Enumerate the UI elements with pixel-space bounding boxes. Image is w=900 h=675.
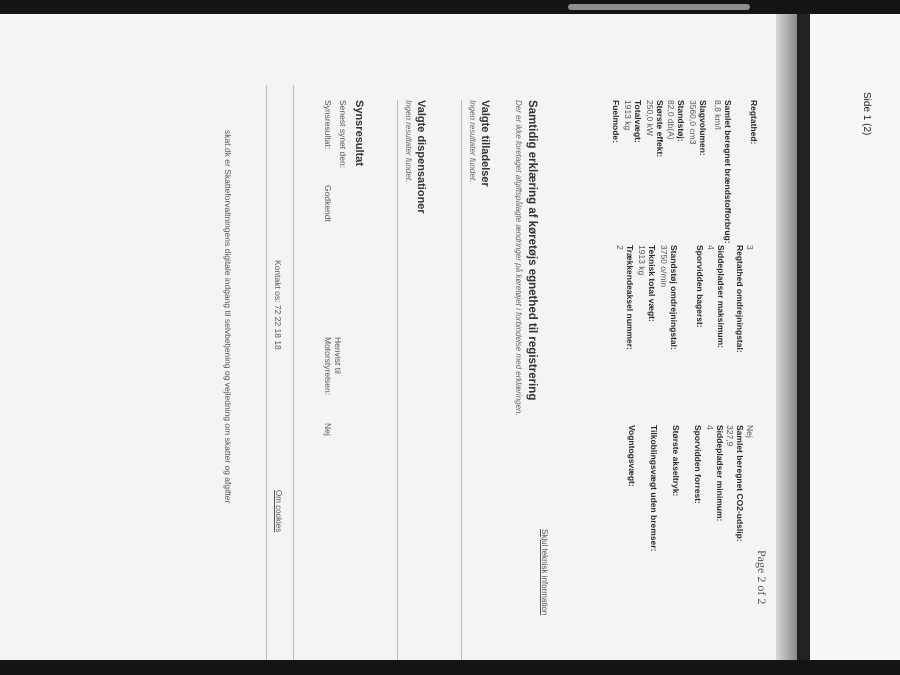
label-vogntogsvaegt: Vogntogsvægt: (627, 425, 637, 487)
value-traekkendeaksel: 2 (615, 245, 625, 250)
value-synsresultat: Godkendt (323, 185, 333, 222)
footer-divider (266, 85, 267, 660)
label-traekkendeaksel: Trækkendeaksel nummer: (625, 245, 635, 350)
value-slagvolumen: 3560,0 cm3 (688, 100, 698, 145)
kontakt-text: Kontakt os: 72 22 18 18 (273, 260, 283, 350)
page-divider (797, 14, 810, 660)
erklaering-text: Der er ikke foretaget afgiftspålagte ændringer på køretøjet i forbindelse med erklæringen. (514, 100, 523, 416)
value-motorstyrelsen: Nej (323, 423, 333, 436)
label-stoerste-akseltryk: Største akseltryk: (671, 425, 681, 497)
label-siddepladser-max: Siddepladser maksimum: (716, 245, 726, 348)
value-col2-top: 3 (745, 245, 755, 250)
viewer-bottom-bar (0, 660, 900, 675)
synsresultat-heading: Synsresultat (353, 100, 365, 167)
dispensationer-text: Ingen resultater fundet. (404, 100, 413, 183)
next-page-strip (810, 14, 900, 660)
tilladelser-text: Ingen resultater fundet. (468, 100, 477, 183)
label-sporvidden-bagerst: Sporvidden bagerst: (695, 245, 705, 328)
divider-line (397, 100, 398, 660)
cookies-link[interactable]: Om cookies (274, 490, 283, 533)
label-slagvolumen: Slagvolumen: (698, 100, 708, 156)
value-siddepladser-max: 4 (706, 245, 716, 250)
label-siddepladser-min: Siddepladser minimum: (715, 425, 725, 522)
label-motorstyrelsen: Motorstyrelsen: (323, 337, 333, 396)
skjul-teknisk-link[interactable]: Skjul teknisk information (540, 529, 549, 616)
value-totalvaegt: 1913 kg (623, 100, 633, 131)
divider-line (461, 100, 462, 660)
label-regtathed-omdrejning: Regtathed omdrejningstal: (735, 245, 745, 353)
horizontal-scrollbar[interactable] (568, 4, 750, 10)
label-co2-udslip: Samlet beregnet CO2-udslip: (735, 425, 745, 542)
viewer-top-bar (0, 0, 900, 14)
value-stoerste-effekt: 250,0 kW (645, 100, 655, 136)
footer-divider (293, 85, 294, 660)
label-sporvidden-forrest: Sporvidden forrest: (693, 425, 703, 504)
label-synsresultat: Synsresultat: (323, 100, 333, 150)
label-regtathed: Regtathed: (749, 100, 759, 145)
footer-text: skat.dk er Skatteforvaltningens digitale indgang til selvbetjening og vejledning om skatter og afgifter (223, 130, 233, 504)
label-tilkoblingsvaegt: Tilkoblingsvægt uden bremser: (649, 425, 659, 552)
tilladelser-heading: Valgte tilladelser (479, 100, 491, 187)
label-stoerste-effekt: Største effekt: (655, 100, 665, 158)
label-teknisk-totalvaegt: Teknisk total vægt: (647, 245, 657, 322)
page-number: Page 2 of 2 (755, 550, 769, 605)
value-siddepladser-min: 4 (705, 425, 715, 430)
erklaering-heading: Samtidig erklæring af køretøjs egnethed til registrering (526, 100, 538, 401)
dispensationer-heading: Valgte dispensationer (415, 100, 427, 214)
label-braendstof: Samlet beregnet brændstofforbrug: (723, 100, 733, 244)
label-standstoej-omdrejning: Standstøj omdrejningstal: (669, 245, 679, 350)
value-teknisk-totalvaegt: 1913 kg (637, 245, 647, 276)
rotated-document (12, 45, 782, 645)
value-standstoej: 82,0 db(A) (666, 100, 676, 140)
label-totalvaegt: Totalvægt: (633, 100, 643, 143)
label-senest-synet: Senest synet den: (338, 100, 348, 169)
value-standstoej-omdrejning: 3750 o/min (659, 245, 669, 288)
label-standstoej: Standstøj: (676, 100, 686, 142)
label-henvist-til: Henvist til (333, 337, 343, 374)
page-tab-label: Side 1 (2) (861, 92, 872, 136)
value-co2-udslip: 327,9 (725, 425, 735, 447)
value-braendstof: 8,8 km/l (713, 100, 723, 130)
label-fuelmode: Fuelmode: (611, 100, 621, 143)
value-col3-top: Nej (745, 425, 755, 438)
